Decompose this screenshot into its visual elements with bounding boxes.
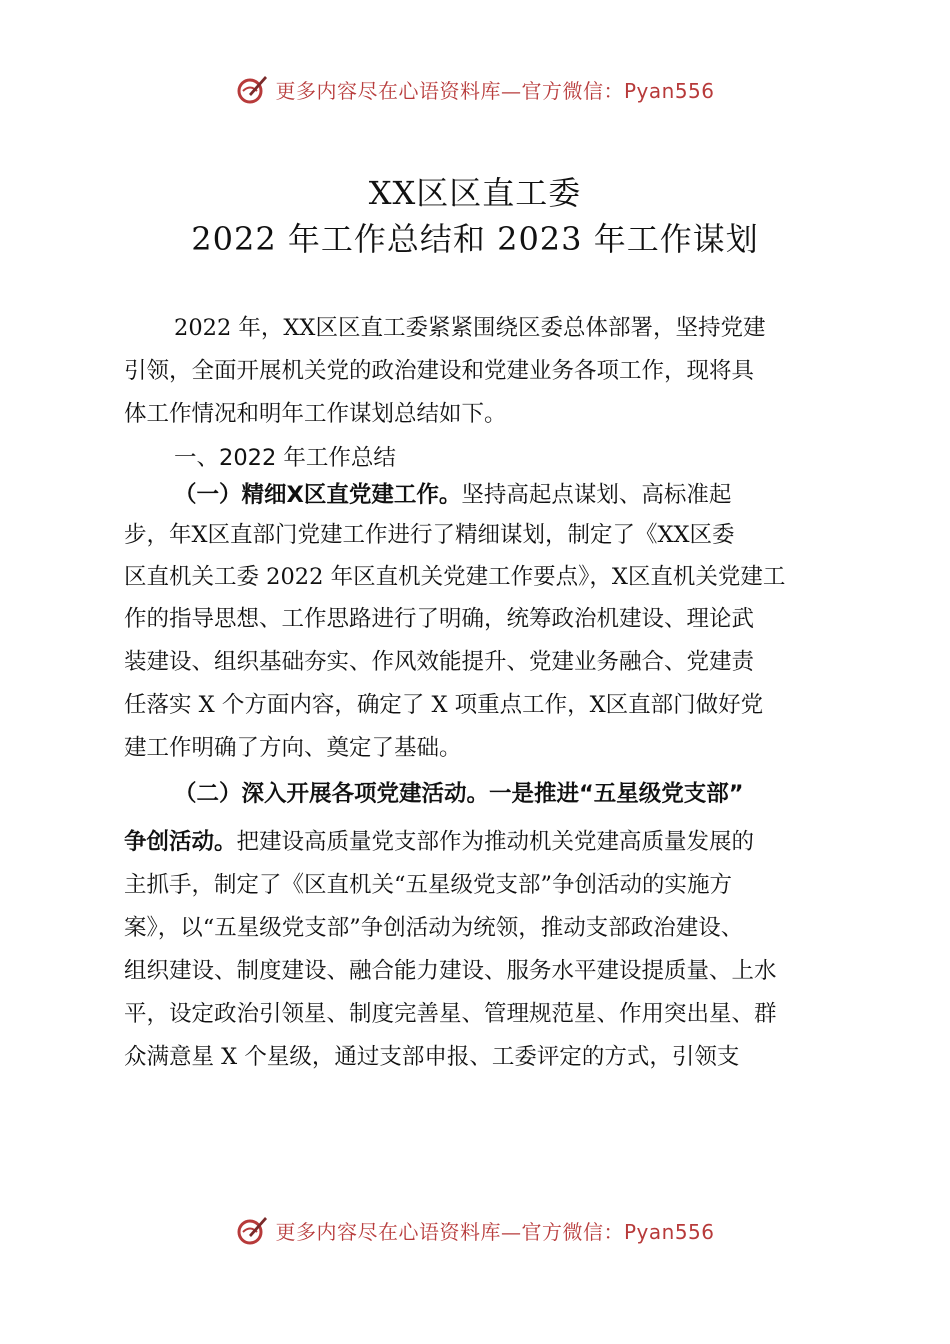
- paragraph-line: 任落实 X 个方面内容，确定了 X 项重点工作，X区直部门做好党: [124, 692, 764, 718]
- paragraph-text: 把建设高质量党支部作为推动机关党建高质量发展的: [236, 829, 755, 855]
- subsection-heading: （二）深入开展各项党建活动。一是推进“五星级党支部”: [174, 781, 744, 807]
- watermark-text: 更多内容尽在心语资料库—官方微信：Pyan556: [275, 78, 715, 103]
- watermark-id: Pyan556: [623, 78, 715, 103]
- paragraph-line: 案》，以“五星级党支部”争创活动为统领，推动支部政治建设、: [124, 915, 744, 941]
- paragraph-text: 坚持高起点谋划、高标准起: [461, 482, 732, 508]
- doc-subtitle: 2022 年工作总结和 2023 年工作谋划: [191, 220, 759, 258]
- paragraph-line: 建工作明确了方向、奠定了基础。: [124, 735, 462, 761]
- pen-logo-icon: [235, 1213, 269, 1247]
- watermark-footer: [0, 1213, 950, 1247]
- paragraph-line: 装建设、组织基础夯实、作风效能提升、党建业务融合、党建责: [124, 649, 755, 675]
- paragraph-line: 组织建设、制度建设、融合能力建设、服务水平建设提质量、上水: [124, 958, 777, 984]
- paragraph-line: 体工作情况和明年工作谋划总结如下。: [124, 401, 507, 427]
- paragraph-line: [174, 477, 731, 509]
- paragraph-line: 步，年X区直部门党建工作进行了精细谋划，制定了《XX区委: [124, 522, 735, 548]
- paragraph-line: 区直机关工委 2022 年区直机关党建工作要点》，X区直机关党建工: [124, 564, 786, 590]
- watermark-text: 更多内容尽在心语资料库—官方微信：Pyan556: [275, 1219, 715, 1244]
- subsection-heading: （一）精细X区直党建工作。: [174, 482, 462, 508]
- paragraph-line: 2022 年，XX区区直工委紧紧围绕区委总体部署，坚持党建: [174, 315, 766, 341]
- paragraph-line: 引领，全面开展机关党的政治建设和党建业务各项工作，现将具: [124, 358, 755, 384]
- section-heading: 一、2022 年工作总结: [174, 445, 396, 471]
- subsection-heading-cont: 争创活动。: [124, 829, 237, 855]
- doc-title: XX区区直工委: [368, 174, 582, 212]
- paragraph-line: 众满意星 X 个星级，通过支部申报、工委评定的方式，引领支: [124, 1044, 740, 1070]
- watermark-header: [0, 72, 950, 106]
- watermark-id: Pyan556: [623, 1219, 715, 1244]
- paragraph-line: 作的指导思想、工作思路进行了明确，统筹政治机建设、理论武: [124, 606, 755, 632]
- paragraph-line: [124, 824, 754, 856]
- pen-logo-icon: [235, 72, 269, 106]
- paragraph-line: 主抓手，制定了《区直机关“五星级党支部”争创活动的实施方: [124, 872, 733, 898]
- paragraph-line: 平，设定政治引领星、制度完善星、管理规范星、作用突出星、群: [124, 1001, 777, 1027]
